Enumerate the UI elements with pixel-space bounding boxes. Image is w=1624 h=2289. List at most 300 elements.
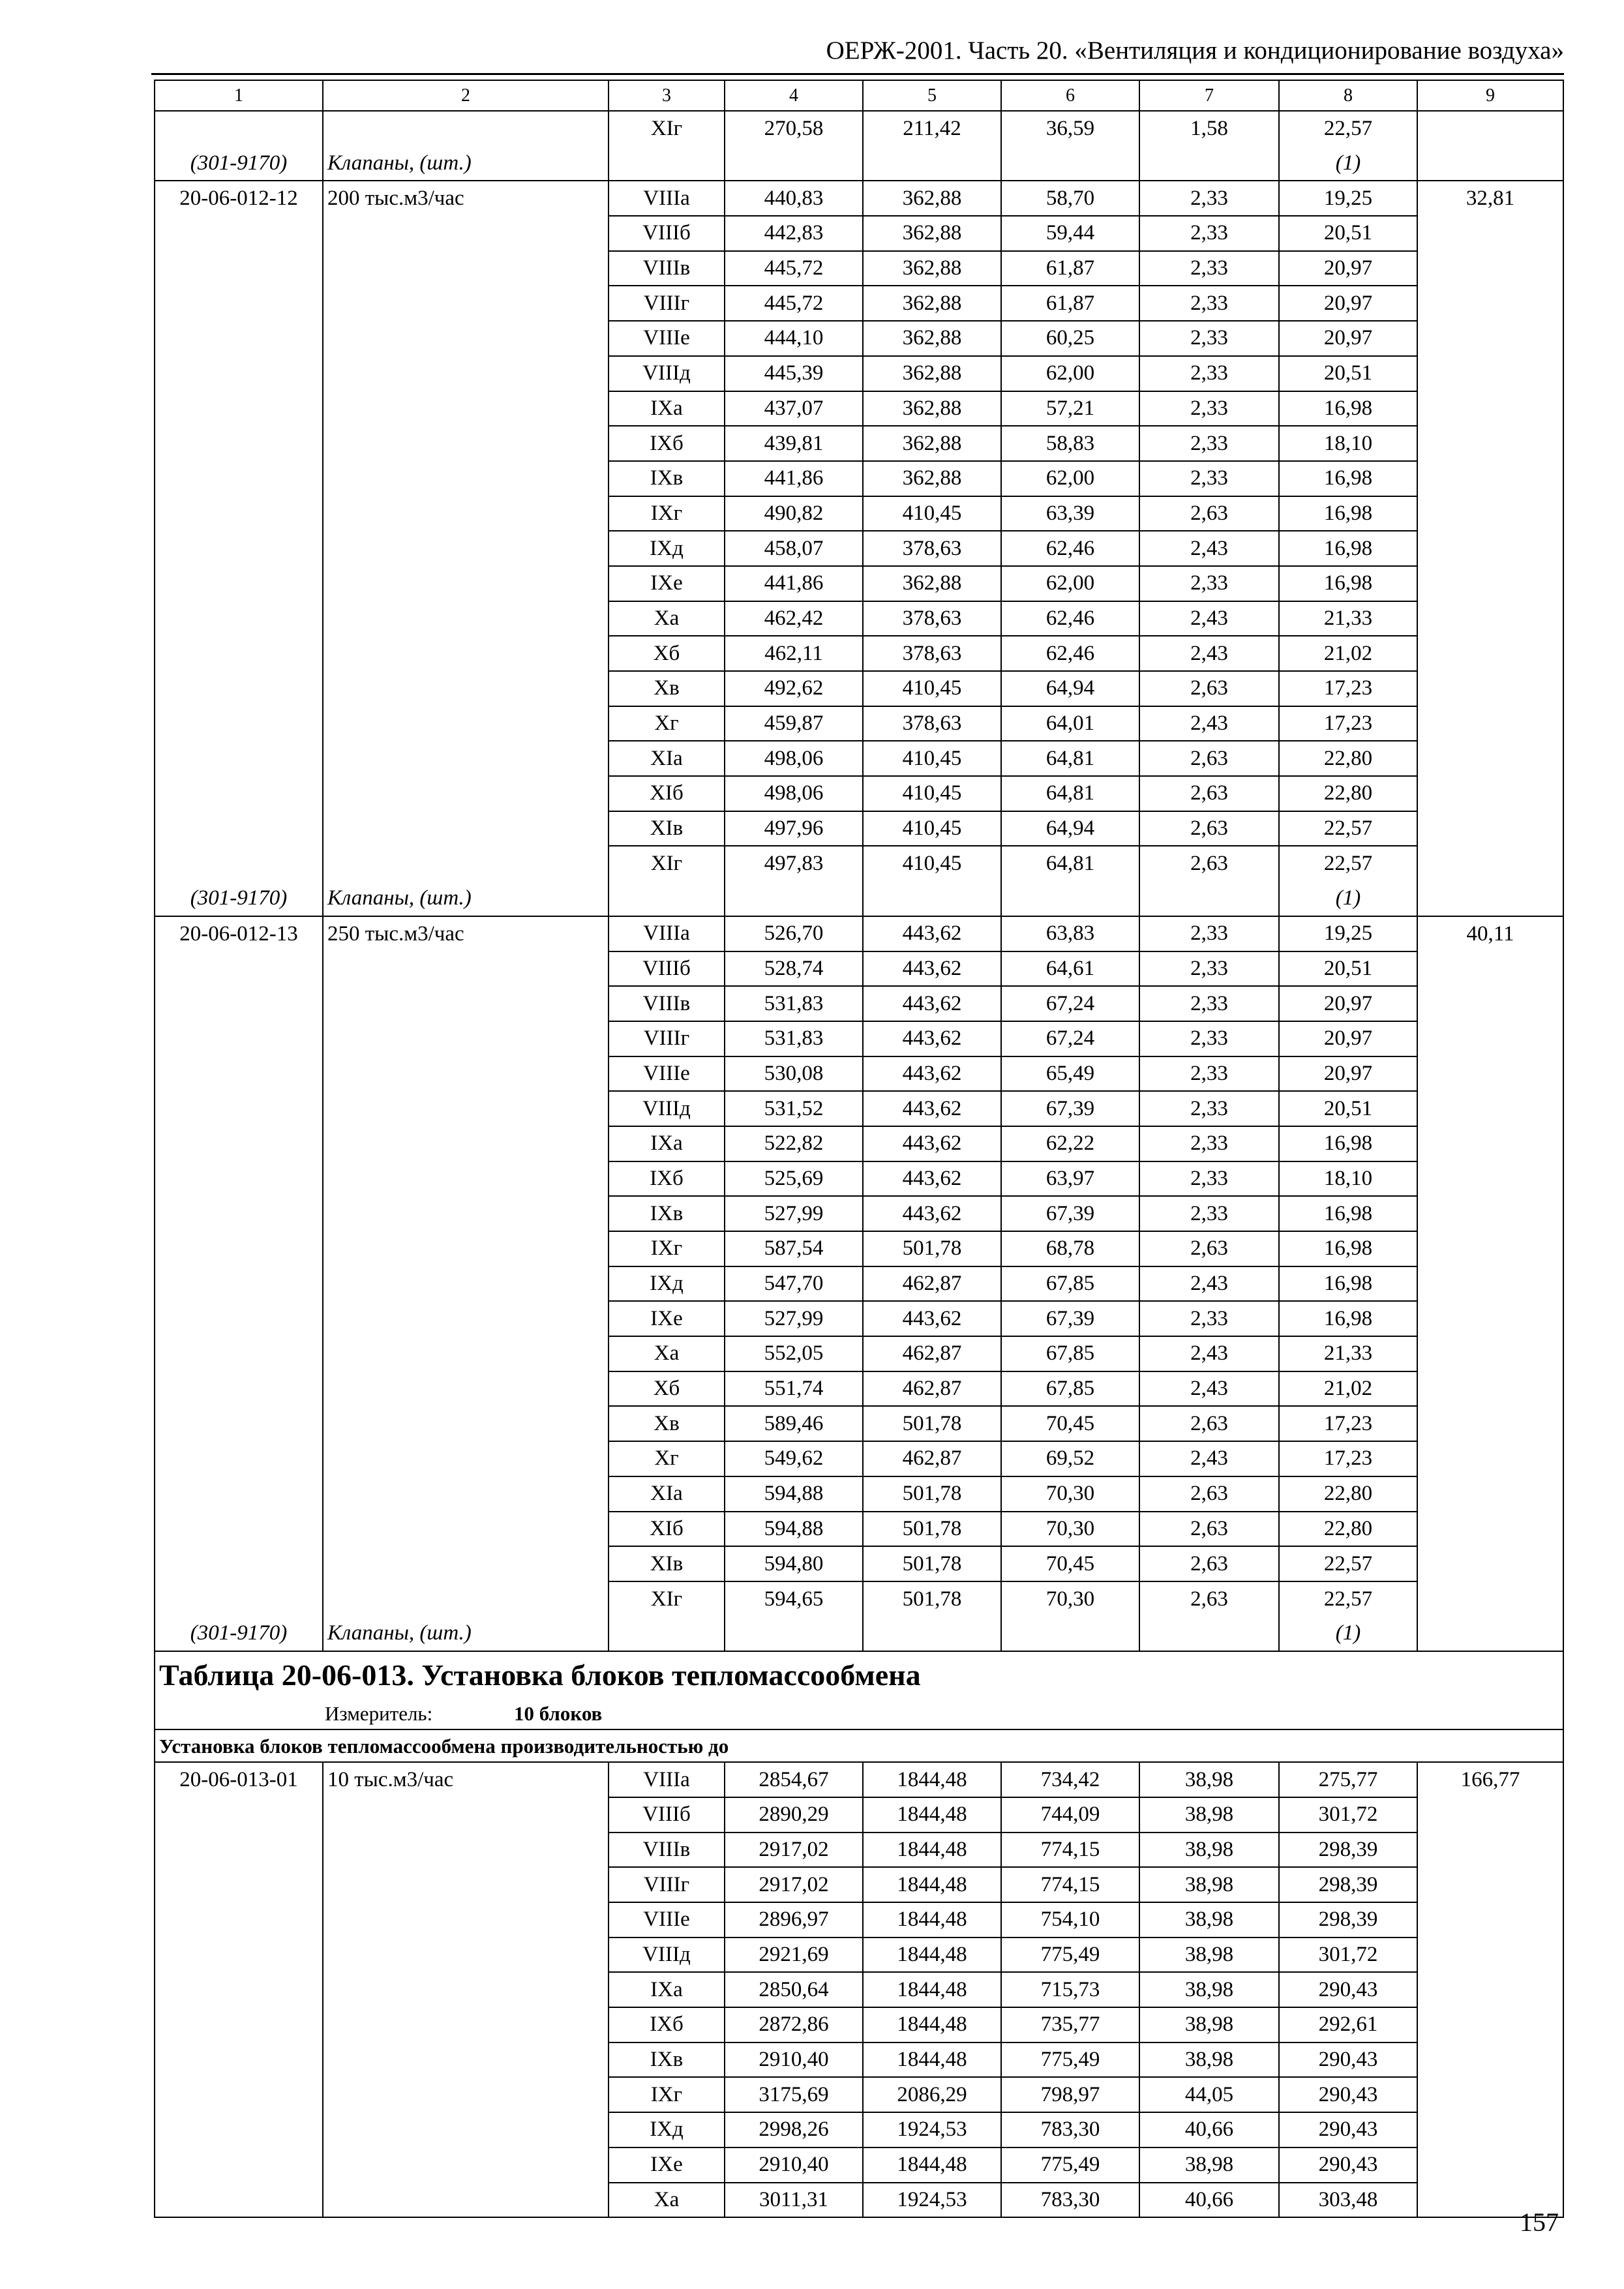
zone-cell: IXд — [609, 531, 725, 566]
description-cell — [323, 216, 609, 251]
code-cell: 20-06-012-13 — [155, 916, 323, 951]
code-cell — [155, 1581, 323, 1617]
materials-cost-cell: 301,72 — [1279, 1937, 1417, 1973]
total-cost-cell: 594,88 — [725, 1476, 863, 1512]
code-cell — [155, 2077, 323, 2112]
zone-cell: XIв — [609, 811, 725, 846]
total-cost-cell: 462,11 — [725, 636, 863, 671]
code-cell — [155, 1371, 323, 1407]
labor-cost-cell: 410,45 — [863, 496, 1001, 531]
zone-cell: IXв — [609, 1196, 725, 1231]
table-row — [155, 251, 1563, 286]
total-cost-cell: 594,65 — [725, 1581, 863, 1617]
labor-hours-cell — [1417, 1231, 1563, 1266]
code-cell — [155, 216, 323, 251]
labor-hours-cell — [1417, 1937, 1563, 1973]
code-cell — [155, 1546, 323, 1581]
labor-cost-cell: 462,87 — [863, 1371, 1001, 1407]
labor-hours-cell — [1417, 321, 1563, 356]
code-cell — [155, 1196, 323, 1231]
table-title: Таблица 20-06-013. Установка блоков тепломассообмена — [155, 1651, 1563, 1698]
total-cost-cell: 530,08 — [725, 1056, 863, 1092]
materials-cost-cell: 16,98 — [1279, 566, 1417, 601]
code-cell — [155, 846, 323, 881]
column-number: 2 — [323, 80, 609, 111]
total-cost-cell: 2872,86 — [725, 2007, 863, 2042]
materials-cost-cell: 18,10 — [1279, 426, 1417, 461]
code-cell — [155, 251, 323, 286]
zone-cell: XIб — [609, 776, 725, 811]
machine-cost-cell: 64,81 — [1001, 776, 1139, 811]
labor-hours-cell — [1417, 2042, 1563, 2078]
zone-cell: VIIIа — [609, 916, 725, 951]
description-cell — [323, 391, 609, 426]
machine-cost-cell: 60,25 — [1001, 321, 1139, 356]
total-cost-cell: 531,83 — [725, 1021, 863, 1056]
machine-cost-cell: 59,44 — [1001, 216, 1139, 251]
total-cost-cell: 594,88 — [725, 1512, 863, 1547]
labor-hours-cell — [1417, 636, 1563, 671]
total-cost-cell: 2850,64 — [725, 1972, 863, 2007]
total-cost-cell: 441,86 — [725, 461, 863, 496]
labor-hours-cell — [1417, 1406, 1563, 1441]
table-row — [155, 181, 1563, 216]
materials-cost-cell: 290,43 — [1279, 1972, 1417, 2007]
section-title: Установка блоков тепломассообмена производительностью до — [155, 1729, 1563, 1762]
labor-hours-cell — [1417, 426, 1563, 461]
description-cell — [323, 1512, 609, 1547]
machinist-wage-cell: 2,63 — [1139, 1512, 1279, 1547]
machine-cost-cell: 734,42 — [1001, 1762, 1139, 1797]
machine-cost-cell: 57,21 — [1001, 391, 1139, 426]
labor-cost-cell: 501,78 — [863, 1546, 1001, 1581]
machine-cost-cell: 67,85 — [1001, 1266, 1139, 1302]
labor-cost-cell: 1844,48 — [863, 1833, 1001, 1868]
labor-cost-cell: 410,45 — [863, 811, 1001, 846]
labor-cost-cell: 410,45 — [863, 741, 1001, 776]
materials-cost-cell: 16,98 — [1279, 531, 1417, 566]
description-cell — [323, 1867, 609, 1902]
description-cell — [323, 1196, 609, 1231]
resource-row — [155, 146, 1563, 181]
machine-cost-cell: 63,83 — [1001, 916, 1139, 951]
materials-cost-cell: 22,57 — [1279, 811, 1417, 846]
zone-cell: VIIIг — [609, 1021, 725, 1056]
materials-cost-cell: 290,43 — [1279, 2112, 1417, 2147]
table-row — [155, 1867, 1563, 1902]
labor-cost-cell: 443,62 — [863, 986, 1001, 1021]
total-cost-cell: 445,39 — [725, 356, 863, 391]
materials-cost-cell: 22,80 — [1279, 776, 1417, 811]
machine-cost-cell: 715,73 — [1001, 1972, 1139, 2007]
code-cell — [155, 1056, 323, 1092]
labor-hours-cell — [1417, 1867, 1563, 1902]
machinist-wage-cell: 2,63 — [1139, 846, 1279, 881]
total-cost-cell: 497,83 — [725, 846, 863, 881]
labor-cost-cell: 443,62 — [863, 1196, 1001, 1231]
materials-cost-cell: 290,43 — [1279, 2042, 1417, 2078]
machine-cost-cell: 783,30 — [1001, 2112, 1139, 2147]
labor-cost-cell: 501,78 — [863, 1406, 1001, 1441]
code-cell — [155, 2112, 323, 2147]
total-cost-cell: 490,82 — [725, 496, 863, 531]
table-row — [155, 706, 1563, 741]
code-cell — [155, 1161, 323, 1197]
labor-cost-cell: 362,88 — [863, 356, 1001, 391]
code-cell — [155, 1126, 323, 1161]
machinist-wage-cell: 2,33 — [1139, 216, 1279, 251]
materials-cost-cell: 19,25 — [1279, 181, 1417, 216]
description-cell — [323, 566, 609, 601]
table-row — [155, 321, 1563, 356]
labor-hours-cell — [1417, 986, 1563, 1021]
labor-hours-cell: 40,11 — [1417, 916, 1563, 951]
machine-cost-cell: 64,81 — [1001, 741, 1139, 776]
materials-cost-cell: 20,97 — [1279, 321, 1417, 356]
code-cell — [155, 636, 323, 671]
table-row — [155, 1056, 1563, 1092]
table-row — [155, 1091, 1563, 1126]
materials-cost-cell: 298,39 — [1279, 1867, 1417, 1902]
labor-cost-cell: 410,45 — [863, 776, 1001, 811]
machine-cost-cell: 67,24 — [1001, 986, 1139, 1021]
zone-cell: XIа — [609, 1476, 725, 1512]
materials-cost-cell: 301,72 — [1279, 1797, 1417, 1833]
labor-cost-cell: 501,78 — [863, 1231, 1001, 1266]
zone-cell: IXг — [609, 1231, 725, 1266]
machinist-wage-cell: 38,98 — [1139, 1797, 1279, 1833]
labor-hours-cell — [1417, 251, 1563, 286]
table-row — [155, 2007, 1563, 2042]
labor-hours-cell — [1417, 2112, 1563, 2147]
total-cost-cell: 442,83 — [725, 216, 863, 251]
column-number: 8 — [1279, 80, 1417, 111]
column-number: 5 — [863, 80, 1001, 111]
machinist-wage-cell: 2,63 — [1139, 1581, 1279, 1617]
machinist-wage-cell: 38,98 — [1139, 1867, 1279, 1902]
labor-cost-cell — [863, 881, 1001, 916]
table-row — [155, 1902, 1563, 1937]
norms-table — [154, 80, 1564, 2218]
table-row — [155, 1266, 1563, 1302]
machinist-wage-cell — [1139, 146, 1279, 181]
machinist-wage-cell: 2,33 — [1139, 356, 1279, 391]
materials-cost-cell: 19,25 — [1279, 916, 1417, 951]
machine-cost-cell: 58,83 — [1001, 426, 1139, 461]
code-cell — [155, 321, 323, 356]
machine-cost-cell: 64,61 — [1001, 951, 1139, 987]
machinist-wage-cell: 2,63 — [1139, 496, 1279, 531]
machine-cost-cell: 67,85 — [1001, 1336, 1139, 1371]
materials-cost-cell: (1) — [1279, 146, 1417, 181]
zone-cell: VIIIе — [609, 1056, 725, 1092]
table-row — [155, 1196, 1563, 1231]
description-cell — [323, 251, 609, 286]
table-row — [155, 1476, 1563, 1512]
total-cost-cell: 498,06 — [725, 776, 863, 811]
machine-cost-cell: 775,49 — [1001, 2147, 1139, 2183]
machine-cost-cell: 70,30 — [1001, 1512, 1139, 1547]
labor-cost-cell: 443,62 — [863, 951, 1001, 987]
code-cell — [155, 986, 323, 1021]
description-cell — [323, 811, 609, 846]
machine-cost-cell: 62,00 — [1001, 356, 1139, 391]
code-cell — [155, 1937, 323, 1973]
labor-cost-cell: 1844,48 — [863, 1902, 1001, 1937]
total-cost-cell: 462,42 — [725, 601, 863, 636]
machinist-wage-cell: 2,63 — [1139, 776, 1279, 811]
table-row — [155, 1406, 1563, 1441]
materials-cost-cell: 16,98 — [1279, 1266, 1417, 1302]
materials-cost-cell: 290,43 — [1279, 2077, 1417, 2112]
labor-hours-cell — [1417, 1833, 1563, 1868]
code-cell: 20-06-013-01 — [155, 1762, 323, 1797]
column-number: 3 — [609, 80, 725, 111]
labor-cost-cell: 1924,53 — [863, 2183, 1001, 2218]
machinist-wage-cell: 2,33 — [1139, 321, 1279, 356]
total-cost-cell: 444,10 — [725, 321, 863, 356]
materials-cost-cell: 22,57 — [1279, 846, 1417, 881]
table-row — [155, 496, 1563, 531]
zone-cell: XIв — [609, 1546, 725, 1581]
description-cell: 10 тыс.м3/час — [323, 1762, 609, 1797]
labor-hours-cell — [1417, 2007, 1563, 2042]
zone-cell: Xа — [609, 2183, 725, 2218]
description-cell — [323, 1231, 609, 1266]
total-cost-cell: 439,81 — [725, 426, 863, 461]
zone-cell: VIIIе — [609, 1902, 725, 1937]
labor-cost-cell: 501,78 — [863, 1581, 1001, 1617]
labor-hours-cell — [1417, 951, 1563, 987]
labor-hours-cell — [1417, 1617, 1563, 1652]
zone-cell: IXа — [609, 1972, 725, 2007]
total-cost-cell: 3175,69 — [725, 2077, 863, 2112]
column-number: 4 — [725, 80, 863, 111]
labor-cost-cell: 1844,48 — [863, 1937, 1001, 1973]
labor-hours-cell — [1417, 1546, 1563, 1581]
machinist-wage-cell: 2,63 — [1139, 1546, 1279, 1581]
machinist-wage-cell: 2,33 — [1139, 426, 1279, 461]
labor-hours-cell — [1417, 1371, 1563, 1407]
total-cost-cell: 2910,40 — [725, 2042, 863, 2078]
total-cost-cell: 270,58 — [725, 111, 863, 146]
description-cell — [323, 531, 609, 566]
machinist-wage-cell: 2,43 — [1139, 1371, 1279, 1407]
machine-cost-cell: 775,49 — [1001, 1937, 1139, 1973]
labor-cost-cell: 362,88 — [863, 391, 1001, 426]
materials-cost-cell: 275,77 — [1279, 1762, 1417, 1797]
table-row — [155, 531, 1563, 566]
machinist-wage-cell: 2,63 — [1139, 811, 1279, 846]
total-cost-cell: 2998,26 — [725, 2112, 863, 2147]
labor-cost-cell: 410,45 — [863, 671, 1001, 706]
code-cell — [155, 1301, 323, 1336]
description-cell — [323, 1301, 609, 1336]
labor-cost-cell: 211,42 — [863, 111, 1001, 146]
table-row — [155, 566, 1563, 601]
machine-cost-cell: 67,85 — [1001, 1371, 1139, 1407]
labor-hours-cell — [1417, 776, 1563, 811]
materials-cost-cell: 22,57 — [1279, 1581, 1417, 1617]
labor-cost-cell: 443,62 — [863, 1021, 1001, 1056]
labor-hours-cell — [1417, 531, 1563, 566]
description-cell — [323, 2077, 609, 2112]
machinist-wage-cell: 2,33 — [1139, 391, 1279, 426]
table-row — [155, 1021, 1563, 1056]
machine-cost-cell: 783,30 — [1001, 2183, 1139, 2218]
description-cell — [323, 1833, 609, 1868]
labor-cost-cell: 462,87 — [863, 1441, 1001, 1476]
table-row — [155, 1161, 1563, 1197]
zone-cell: XIг — [609, 846, 725, 881]
machine-cost-cell: 61,87 — [1001, 286, 1139, 321]
machinist-wage-cell: 2,33 — [1139, 461, 1279, 496]
table-row — [155, 1301, 1563, 1336]
labor-hours-cell — [1417, 1581, 1563, 1617]
materials-cost-cell: 303,48 — [1279, 2183, 1417, 2218]
total-cost-cell: 458,07 — [725, 531, 863, 566]
materials-cost-cell: 22,80 — [1279, 741, 1417, 776]
labor-cost-cell: 443,62 — [863, 916, 1001, 951]
zone-cell: IXа — [609, 391, 725, 426]
description-cell — [323, 986, 609, 1021]
machine-cost-cell: 735,77 — [1001, 2007, 1139, 2042]
table-row — [155, 1972, 1563, 2007]
materials-cost-cell: 21,02 — [1279, 636, 1417, 671]
labor-hours-cell — [1417, 1902, 1563, 1937]
zone-cell: VIIIв — [609, 251, 725, 286]
total-cost-cell: 2854,67 — [725, 1762, 863, 1797]
code-cell — [155, 2042, 323, 2078]
code-cell — [155, 811, 323, 846]
measure-label: Измеритель: — [325, 1702, 433, 1726]
code-cell: 20-06-012-12 — [155, 181, 323, 216]
labor-cost-cell: 2086,29 — [863, 2077, 1001, 2112]
materials-cost-cell: 290,43 — [1279, 2147, 1417, 2183]
labor-hours-cell — [1417, 356, 1563, 391]
code-cell: (301-9170) — [155, 146, 323, 181]
labor-cost-cell: 362,88 — [863, 286, 1001, 321]
zone-cell: Xа — [609, 1336, 725, 1371]
resource-row — [155, 881, 1563, 916]
materials-cost-cell: (1) — [1279, 1617, 1417, 1652]
labor-hours-cell — [1417, 496, 1563, 531]
zone-cell — [609, 1617, 725, 1652]
labor-cost-cell: 362,88 — [863, 181, 1001, 216]
total-cost-cell: 492,62 — [725, 671, 863, 706]
code-cell — [155, 1797, 323, 1833]
description-cell — [323, 1336, 609, 1371]
machinist-wage-cell: 44,05 — [1139, 2077, 1279, 2112]
labor-cost-cell: 1844,48 — [863, 1867, 1001, 1902]
code-cell — [155, 1091, 323, 1126]
zone-cell: IXг — [609, 2077, 725, 2112]
table-row — [155, 1797, 1563, 1833]
labor-hours-cell — [1417, 2077, 1563, 2112]
description-cell — [323, 1546, 609, 1581]
labor-cost-cell: 1924,53 — [863, 2112, 1001, 2147]
zone-cell — [609, 146, 725, 181]
header-rule — [151, 73, 1564, 75]
machine-cost-cell: 798,97 — [1001, 2077, 1139, 2112]
code-cell — [155, 1021, 323, 1056]
zone-cell: IXв — [609, 461, 725, 496]
machinist-wage-cell: 38,98 — [1139, 2007, 1279, 2042]
machine-cost-cell: 64,94 — [1001, 811, 1139, 846]
materials-cost-cell: 18,10 — [1279, 1161, 1417, 1197]
labor-hours-cell — [1417, 706, 1563, 741]
code-cell — [155, 951, 323, 987]
machine-cost-cell: 69,52 — [1001, 1441, 1139, 1476]
description-cell: Клапаны, (шт.) — [323, 146, 609, 181]
labor-hours-cell — [1417, 1972, 1563, 2007]
materials-cost-cell: 20,51 — [1279, 1091, 1417, 1126]
description-cell — [323, 321, 609, 356]
materials-cost-cell: (1) — [1279, 881, 1417, 916]
labor-cost-cell: 362,88 — [863, 251, 1001, 286]
code-cell — [155, 1902, 323, 1937]
machinist-wage-cell: 38,98 — [1139, 2147, 1279, 2183]
machine-cost-cell: 754,10 — [1001, 1902, 1139, 1937]
machine-cost-cell: 70,30 — [1001, 1581, 1139, 1617]
labor-cost-cell: 378,63 — [863, 531, 1001, 566]
labor-hours-cell — [1417, 461, 1563, 496]
labor-cost-cell: 462,87 — [863, 1336, 1001, 1371]
column-number: 1 — [155, 80, 323, 111]
machinist-wage-cell: 38,98 — [1139, 2042, 1279, 2078]
labor-hours-cell — [1417, 1021, 1563, 1056]
description-cell — [323, 636, 609, 671]
table-row — [155, 1371, 1563, 1407]
labor-cost-cell: 362,88 — [863, 566, 1001, 601]
labor-cost-cell: 362,88 — [863, 426, 1001, 461]
machinist-wage-cell: 1,58 — [1139, 111, 1279, 146]
labor-cost-cell: 410,45 — [863, 846, 1001, 881]
total-cost-cell: 445,72 — [725, 251, 863, 286]
description-cell — [323, 706, 609, 741]
labor-hours-cell — [1417, 566, 1563, 601]
zone-cell: IXе — [609, 566, 725, 601]
column-number: 9 — [1417, 80, 1563, 111]
total-cost-cell: 459,87 — [725, 706, 863, 741]
materials-cost-cell: 20,51 — [1279, 216, 1417, 251]
zone-cell: IXд — [609, 1266, 725, 1302]
description-cell — [323, 1126, 609, 1161]
total-cost-cell: 528,74 — [725, 951, 863, 987]
table-body — [155, 80, 1563, 2217]
total-cost-cell: 2917,02 — [725, 1833, 863, 1868]
zone-cell: VIIIв — [609, 986, 725, 1021]
description-cell — [323, 741, 609, 776]
table-row — [155, 1512, 1563, 1547]
column-number: 6 — [1001, 80, 1139, 111]
table-row — [155, 2042, 1563, 2078]
zone-cell: VIIIб — [609, 216, 725, 251]
zone-cell: VIIIв — [609, 1833, 725, 1868]
machinist-wage-cell: 2,33 — [1139, 286, 1279, 321]
machine-cost-cell: 67,39 — [1001, 1301, 1139, 1336]
description-cell — [323, 286, 609, 321]
code-cell — [155, 671, 323, 706]
machinist-wage-cell: 2,63 — [1139, 1231, 1279, 1266]
labor-cost-cell: 443,62 — [863, 1161, 1001, 1197]
section-title-row — [155, 1729, 1563, 1762]
machine-cost-cell: 67,24 — [1001, 1021, 1139, 1056]
labor-cost-cell: 362,88 — [863, 461, 1001, 496]
description-cell — [323, 1091, 609, 1126]
description-cell — [323, 1937, 609, 1973]
labor-hours-cell — [1417, 1441, 1563, 1476]
